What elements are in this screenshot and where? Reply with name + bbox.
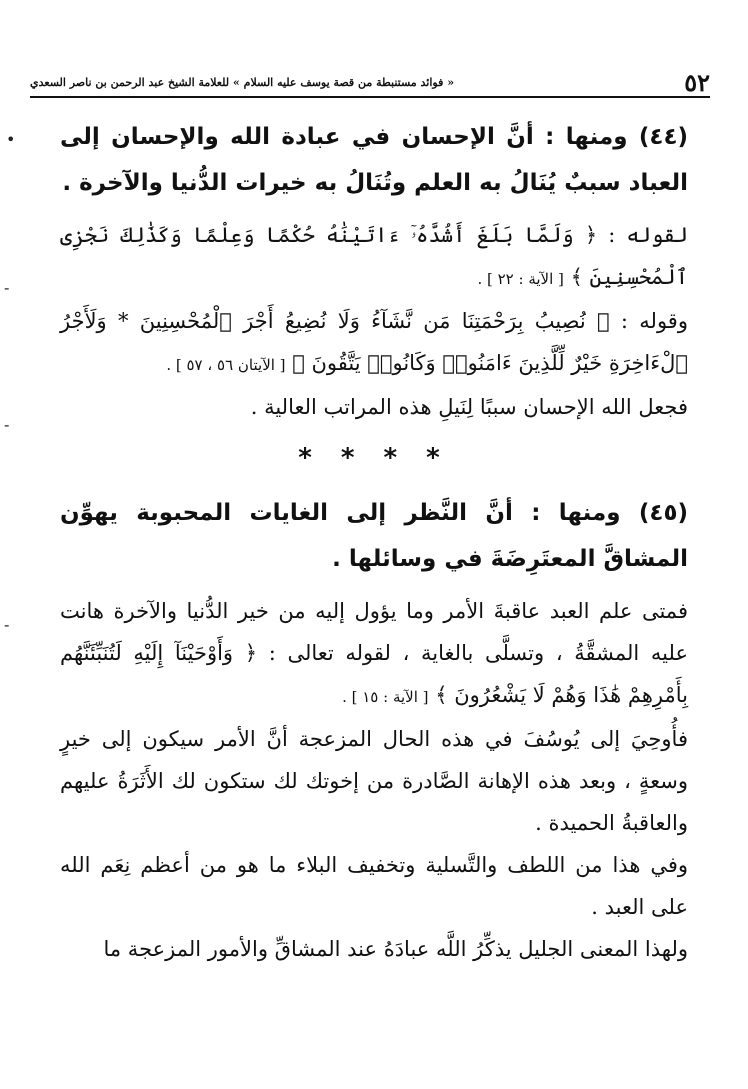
page-content: [60, 106, 688, 970]
section-44-heading: (٤٤) ومنها : أنَّ الإحسان في عبادة الله والإحسان إلى العباد سببٌ يُنَالُ به العلم وتُنَالُ به خيرات الدُّنيا والآخرة .: [60, 124, 688, 196]
margin-mark: -: [4, 615, 10, 634]
margin-mark: -: [4, 278, 10, 297]
margin-mark: •: [6, 130, 16, 149]
verse-reference: [ الآية : ٢٢ ] .: [477, 270, 564, 288]
paragraph: [60, 214, 688, 300]
paragraph: وفي هذا من اللطف والتَّسلية وتخفيف البلاء ما هو من أعظم نِعَم الله على العبد .: [60, 853, 688, 919]
page-header: [30, 66, 710, 98]
paragraph: فأُوحِيَ إلى يُوسُفَ في هذه الحال المزعجة أنَّ الأمر سيكون إلى خيرٍ وسعةٍ ، وبعد هذه الإهانة الصَّادرة من إخوتك لك ستكون لك الأَثَرَةُ عليهم والعاقبةُ الحميدة .: [60, 727, 688, 835]
verse-reference: [ الآيتان ٥٦ ، ٥٧ ] .: [166, 356, 286, 374]
paragraph-text: وقوله :: [609, 309, 688, 333]
paragraph: [60, 590, 688, 718]
section-45-heading: (٤٥) ومنها : أنَّ النَّظر إلى الغايات المحبوبة يهوِّن المشاقَّ المعتَرِضَةَ في وسائلها .: [60, 500, 688, 572]
paragraph-text: فمتى علم العبد عاقبةَ الأمر وما يؤول إليه من خير الدُّنيا والآخرة هانت عليه المشقَّةُ ، وتسلَّى بالغاية ، لقوله تعالى :: [60, 599, 688, 665]
paragraph-text: لقوله :: [597, 223, 689, 247]
page-number: ٥٢: [684, 68, 710, 97]
quran-verse: ﴿ وَلَمَّا بَلَغَ أَشُدَّهُۥٓ ءَاتَيْنَٰهُ حُكْمًا وَعِلْمًا وَكَذَٰلِكَ نَجْزِى ٱلْمُحْسِنِينَ ﴾: [60, 223, 688, 289]
margin-mark: -: [4, 415, 10, 434]
quran-verse: ﴿ وَأَوْحَيْنَآ إِلَيْهِ لَتُنَبِّئَنَّهُم بِأَمْرِهِمْ هَٰذَا وَهُمْ لَا يَشْعُرُونَ ﴾: [60, 641, 688, 707]
paragraph: فجعل الله الإحسان سببًا لِنَيلِ هذه المراتب العالية .: [250, 395, 688, 419]
paragraph: [60, 300, 688, 386]
paragraph: ولهذا المعنى الجليل يذكِّرُ اللَّه عبادَهُ عند المشاقِّ والأمور المزعجة ما: [103, 937, 688, 961]
running-title: « فوائد مستنبطة من قصة يوسف عليه السلام » للعلامة الشيخ عبد الرحمن بن ناصر السعدي: [30, 76, 455, 89]
verse-reference: [ الآية : ١٥ ] .: [342, 688, 429, 706]
quran-verse: ﴿ نُصِيبُ بِرَحْمَتِنَا مَن نَّشَآءُ وَلَا نُضِيعُ أَجْرَ ٱلْمُحْسِنِينَ * وَلَأَجْرُ ٱلْءَاخِرَةِ خَيْرٌ لِّلَّذِينَ ءَامَنُوا۟ وَكَانُوا۟ يَتَّقُونَ ﴾: [60, 309, 688, 375]
section-separator: * * * *: [298, 443, 450, 473]
